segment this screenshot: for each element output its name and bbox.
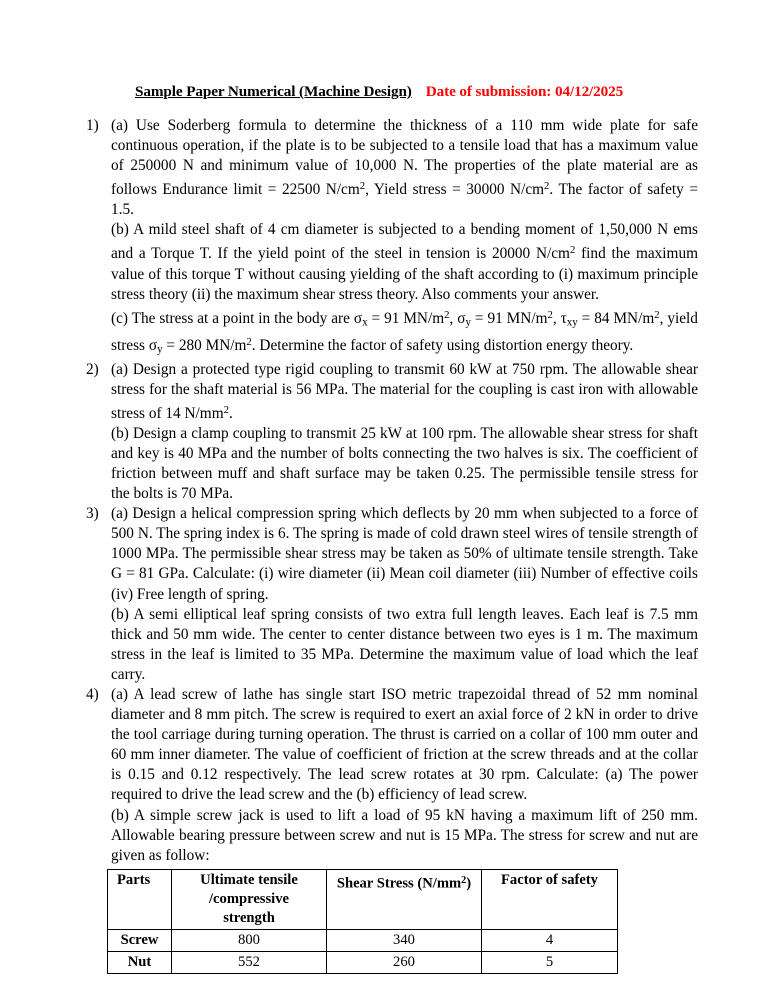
shear-post: ) bbox=[466, 875, 472, 892]
q1a-sup-1: 2 bbox=[359, 180, 366, 193]
q1b-sup-1: 2 bbox=[569, 244, 576, 257]
q1c-seg-1: (c) The stress at a point in the body are bbox=[111, 309, 354, 327]
question-3-number: 3) bbox=[86, 505, 99, 523]
q1a-text-post: . The factor of safety = 1.5. bbox=[111, 181, 698, 219]
q1c-seg-6: = 84 MN/m bbox=[577, 309, 655, 327]
q4b-text: (b) A simple screw jack is used to lift a load of 95 kN having a maximum lift of 250 mm. Allowable bearing pressure between screw and nut is 15 MPa. The stress for screw and nut are given as follow: bbox=[111, 806, 698, 864]
q1c-seg-8: = 280 MN/m bbox=[162, 337, 247, 355]
row-nut-part: Nut bbox=[108, 951, 172, 973]
table-header-row bbox=[108, 869, 618, 929]
question-4-body bbox=[111, 685, 698, 866]
q4a-text: (a) A lead screw of lathe has single start ISO metric trapezoidal thread of 52 mm nominal diameter and 8 mm pitch. The screw is required to exert an axial force of 2 kN in order to drive the tool carriage during turning operation. The thrust is carried on a collar of 100 mm outer and 60 mm inner diameter. The value of coefficient of friction at the screw threads and at the collar is 0.15 and 0.12 respectively. The lead screw rotates at 30 rpm. Calculate: (a) The power required to drive the lead screw and the (b) efficiency of lead screw. bbox=[111, 685, 698, 804]
strength-line-1: Ultimate tensile bbox=[200, 871, 298, 888]
question-1 bbox=[85, 116, 698, 360]
question-4 bbox=[85, 685, 698, 866]
q3a-text: (a) Design a helical compression spring which deflects by 20 mm when subjected to a force of 500 N. The spring index is 6. The spring is made of cold drawn steel wires of tensile strength of 1000 MPa. The permissible shear stress may be taken as 50% of ultimate tensile strength. Take G = 81 GPa. Calculate: (i) wire diameter (ii) Mean coil diameter (iii) Number of effective coils (iv) Free length of spring. bbox=[111, 505, 698, 603]
q1c-sub-4: y bbox=[157, 343, 163, 356]
question-2 bbox=[85, 360, 698, 505]
question-3b bbox=[111, 605, 698, 685]
q1c-sub-2: y bbox=[465, 316, 471, 329]
table-header-factor-of-safety: Factor of safety bbox=[482, 869, 618, 929]
q2a-text-post: . bbox=[228, 404, 233, 422]
question-1b bbox=[111, 220, 698, 304]
question-4b bbox=[111, 806, 698, 866]
q1c-sup-2: 2 bbox=[547, 308, 553, 321]
q1c-seg-7: , yield stress bbox=[111, 309, 698, 355]
row-nut-shear: 260 bbox=[327, 951, 482, 973]
q1c-seg-5: , bbox=[552, 309, 561, 327]
q1c-sup-3: 2 bbox=[654, 308, 660, 321]
question-1c bbox=[111, 305, 698, 360]
q1c-seg-9: . Determine the factor of safety using distortion energy theory. bbox=[251, 337, 634, 355]
strength-line-2: /compressive bbox=[209, 890, 289, 907]
question-1-body bbox=[111, 116, 698, 360]
q1b-text-pre: (b) A mild steel shaft of 4 cm diameter is subjected to a bending moment of 1,50,000 N ems and a Torque T. If the yield point of the steel in tension is 20000 N/cm bbox=[111, 221, 698, 263]
row-nut-strength: 552 bbox=[172, 951, 327, 973]
question-3-body bbox=[111, 504, 698, 685]
question-1a bbox=[111, 116, 698, 220]
question-3a bbox=[111, 504, 698, 604]
table-row bbox=[108, 951, 618, 973]
question-2b bbox=[111, 424, 698, 504]
row-screw-shear: 340 bbox=[327, 929, 482, 951]
q1c-sup-4: 2 bbox=[246, 336, 252, 349]
q1c-seg-2: = 91 MN/m bbox=[367, 309, 445, 327]
q2a-text-pre: (a) Design a protected type rigid coupling to transmit 60 kW at 750 rpm. The allowable shear stress for the shaft material is 56 MPa. The material for the coupling is cast iron with allowable stress of 14 N/mm bbox=[111, 360, 698, 422]
q1a-text-pre: (a) Use Soderberg formula to determine the thickness of a 110 mm wide plate for safe continuous operation, if the plate is to be subjected to a tensile load that has a maximum value of 250000 N and minimum value of 10,000 N. The properties of the plate material are as follows Endurance limit = 22500 N/cm bbox=[111, 117, 698, 199]
screw-nut-table-wrapper bbox=[85, 869, 698, 974]
page-title bbox=[85, 82, 698, 102]
screw-nut-table bbox=[107, 869, 618, 974]
row-screw-fos: 4 bbox=[482, 929, 618, 951]
table-header-parts: Parts bbox=[108, 869, 172, 929]
q3b-text: (b) A semi elliptical leaf spring consists of two extra full length leaves. Each leaf is 7.5 mm thick and 50 mm wide. The center to center distance between two eyes is 1 m. The maximum stress in the leaf is limited to 35 MPa. Determine the maximum value of load which the leaf carry. bbox=[111, 605, 698, 683]
q1c-sub-3: xy bbox=[566, 316, 578, 329]
row-screw-part: Screw bbox=[108, 929, 172, 951]
q1a-text-mid: , Yield stress = 30000 N/cm bbox=[365, 181, 545, 199]
sigma-symbol: σ bbox=[148, 337, 158, 355]
question-2a bbox=[111, 360, 698, 424]
sigma-symbol: σ bbox=[353, 309, 363, 327]
sigma-symbol: σ bbox=[457, 309, 466, 327]
question-4a bbox=[111, 685, 698, 806]
q1c-seg-3: , bbox=[449, 309, 458, 327]
strength-line-3: strength bbox=[223, 909, 275, 926]
table-header-shear-stress bbox=[327, 869, 482, 929]
q1c-seg-4: = 91 MN/m bbox=[470, 309, 548, 327]
q1b-text-post: find the maximum value of this torque T without causing yielding of the shaft according to (i) maximum principle stress theory (ii) the maximum shear stress theory. Also comments your answer. bbox=[111, 245, 698, 303]
submission-date: Date of submission: 04/12/2025 bbox=[425, 83, 624, 100]
q2a-sup-1: 2 bbox=[223, 403, 229, 416]
table-header-strength bbox=[172, 869, 327, 929]
row-screw-strength: 800 bbox=[172, 929, 327, 951]
shear-pre: Shear Stress (N/mm bbox=[336, 875, 462, 892]
question-4-number: 4) bbox=[86, 685, 99, 703]
q1a-sup-2: 2 bbox=[544, 180, 550, 193]
question-3 bbox=[85, 504, 698, 685]
tau-symbol: τ bbox=[560, 309, 567, 327]
q1c-sub-1: x bbox=[362, 316, 368, 329]
page-title-text: Sample Paper Numerical (Machine Design) bbox=[135, 83, 412, 100]
question-2-number: 2) bbox=[86, 360, 99, 378]
question-1-number: 1) bbox=[86, 117, 99, 134]
q2b-text: (b) Design a clamp coupling to transmit 25 kW at 100 rpm. The allowable shear stress for shaft and key is 40 MPa and the number of bolts connecting the two halves is six. The coefficient of friction between muff and shaft surface may be taken 0.25. The permissible tensile stress for the bolts is 70 MPa. bbox=[111, 424, 698, 503]
shear-sup: 2 bbox=[461, 874, 467, 886]
q1c-sup-1: 2 bbox=[444, 308, 450, 321]
table-row bbox=[108, 929, 618, 951]
question-2-body bbox=[111, 360, 698, 505]
row-nut-fos: 5 bbox=[482, 951, 618, 973]
